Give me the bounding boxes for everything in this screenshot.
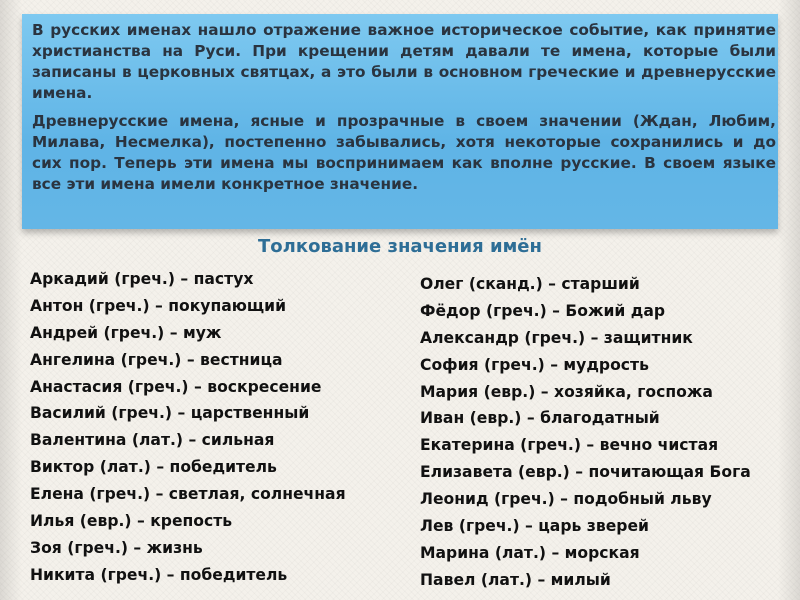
name-entry: Ангелина (греч.) – вестница — [30, 350, 283, 369]
name-entry: Елизавета (евр.) – почитающая Бога — [420, 463, 751, 482]
name-entry: Валентина (лат.) – сильная — [30, 431, 275, 450]
name-entry: Антон (греч.) – покупающий — [30, 296, 287, 315]
name-entry: Андрей (греч.) – муж — [30, 323, 222, 342]
name-entry: Лев (греч.) – царь зверей — [420, 517, 649, 536]
name-entry: Зоя (греч.) – жизнь — [30, 538, 203, 557]
name-entry: Леонид (греч.) – подобный льву — [420, 490, 712, 509]
names-list-right — [420, 271, 751, 594]
name-entry: София (греч.) – мудрость — [420, 355, 649, 374]
intro-paragraph-1: В русских именах нашло отражение важное историческое событие, как принятие христианства на Руси. При крещении детям давали те имена, которые были записаны в церковных святцах, а это были в основном греческие и древнерусские имена. — [32, 21, 776, 102]
name-entry: Виктор (лат.) – победитель — [30, 458, 277, 477]
name-entry: Аркадий (греч.) – пастух — [30, 270, 254, 288]
name-entry: Екатерина (греч.) – вечно чистая — [420, 436, 719, 455]
name-entry: Никита (греч.) – победитель — [30, 565, 288, 584]
name-entry: Павел (лат.) – милый — [420, 570, 611, 589]
name-entry: Иван (евр.) – благодатный — [420, 409, 660, 428]
name-entry: Олег (сканд.) – старший — [420, 275, 640, 293]
name-entry: Анастасия (греч.) – воскресение — [30, 377, 322, 396]
name-entry: Мария (евр.) – хозяйка, госпожа — [420, 382, 713, 401]
name-entry: Фёдор (греч.) – Божий дар — [420, 301, 666, 320]
name-entry: Илья (евр.) – крепость — [30, 512, 233, 531]
left-edge-shadow — [0, 0, 22, 600]
name-entry: Марина (лат.) – морская — [420, 543, 640, 562]
intro-paragraph-2: Древнерусские имена, ясные и прозрачные в своем значении (Ждан, Любим, Милава, Несмелка), постепенно забывались, хотя некоторые сохранились и до сих пор. Теперь эти имена мы воспринимаем как вполне русские. В своем языке все эти имена имели конкретное значение. — [32, 112, 776, 193]
intro-text — [32, 20, 776, 202]
section-heading: Толкование значения имён — [258, 236, 542, 257]
name-entry: Александр (греч.) – защитник — [420, 328, 693, 347]
name-entry: Василий (греч.) – царственный — [30, 404, 310, 423]
right-edge-shadow — [778, 0, 800, 600]
names-list-left — [30, 266, 346, 589]
name-entry: Елена (греч.) – светлая, солнечная — [30, 485, 346, 504]
